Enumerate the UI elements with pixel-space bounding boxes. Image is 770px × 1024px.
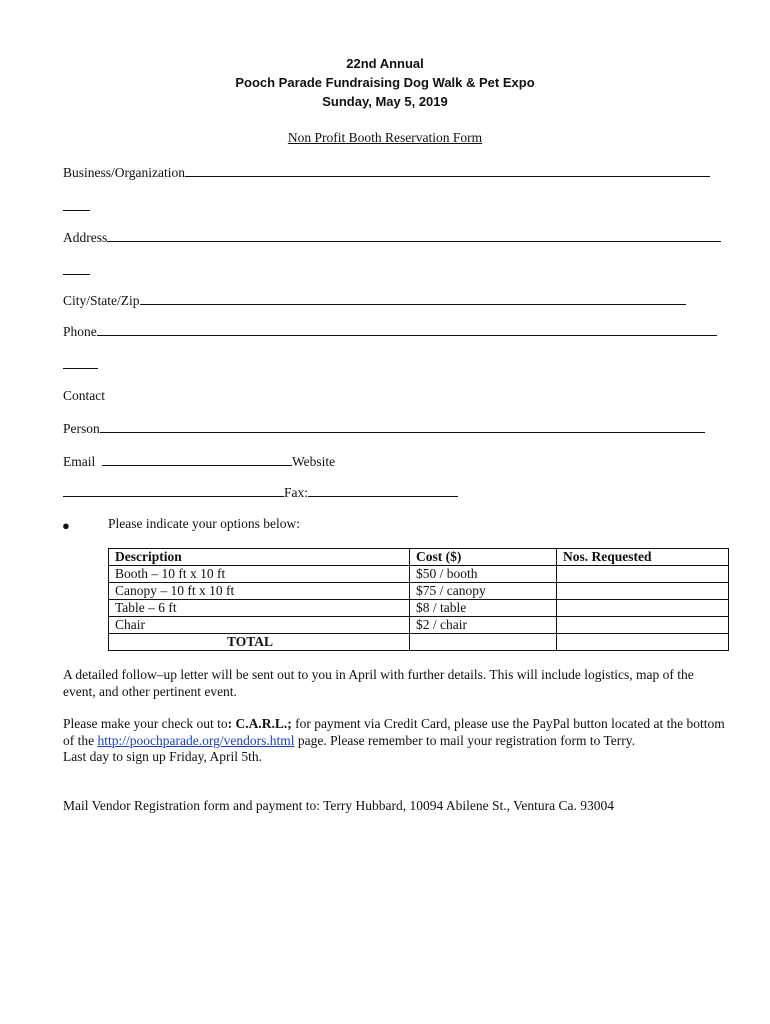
payee-name: C.A.R.L.;: [235, 716, 292, 731]
total-cost-cell[interactable]: [410, 634, 557, 651]
bullet-icon: ●: [62, 518, 70, 533]
payment-paragraph: [63, 716, 728, 766]
form-title: Non Profit Booth Reservation Form: [287, 130, 483, 145]
row-description: Canopy – 10 ft x 10 ft: [109, 583, 410, 600]
options-instruction: Please indicate your options below:: [108, 516, 300, 531]
header-nos-requested: Nos. Requested: [557, 549, 729, 566]
email-label: Email: [63, 454, 96, 469]
total-nos-cell[interactable]: [557, 634, 729, 651]
phone-blank[interactable]: [97, 323, 717, 336]
row-description: Chair: [109, 617, 410, 634]
total-row: [109, 634, 729, 651]
fax-label: Fax:: [284, 485, 309, 500]
table-row: [109, 583, 729, 600]
phone-field[interactable]: [63, 323, 717, 340]
row-cost: $50 / booth: [410, 566, 557, 583]
table-row: [109, 617, 729, 634]
email-blank[interactable]: [102, 453, 292, 466]
person-label: Person: [63, 421, 100, 436]
address-continuation[interactable]: [63, 262, 90, 279]
row-nos-input[interactable]: [557, 600, 729, 617]
website-label: Website: [292, 454, 336, 469]
phone-continuation[interactable]: [63, 356, 98, 373]
business-blank[interactable]: [185, 164, 710, 177]
row-cost: $8 / table: [410, 600, 557, 617]
header-description: Description: [109, 549, 410, 566]
website-fax-field[interactable]: [63, 484, 458, 501]
table-row: [109, 566, 729, 583]
fax-blank[interactable]: [308, 484, 458, 497]
payment-colon: :: [227, 716, 236, 731]
header-line-1: 22nd Annual: [346, 56, 424, 71]
city-label: City/State/Zip: [63, 293, 140, 308]
row-cost: $75 / canopy: [410, 583, 557, 600]
address-blank[interactable]: [107, 229, 721, 242]
business-label: Business/Organization: [63, 165, 185, 180]
address-blank-cont[interactable]: [63, 262, 90, 275]
contact-label: Contact: [63, 388, 105, 403]
table-header-row: [109, 549, 729, 566]
website-blank[interactable]: [63, 484, 284, 497]
header-cost: Cost ($): [410, 549, 557, 566]
person-field[interactable]: [63, 420, 705, 437]
row-nos-input[interactable]: [557, 583, 729, 600]
row-cost: $2 / chair: [410, 617, 557, 634]
business-continuation[interactable]: [63, 198, 90, 215]
payment-post: page. Please remember to mail your registration form to Terry.: [294, 732, 636, 748]
city-field[interactable]: [63, 292, 686, 309]
header-line-3: Sunday, May 5, 2019: [322, 94, 448, 109]
business-field[interactable]: [63, 164, 710, 181]
header-line-2: Pooch Parade Fundraising Dog Walk & Pet Expo: [235, 75, 535, 90]
address-field[interactable]: [63, 229, 721, 246]
payment-pre: Please make your check out to: [63, 716, 228, 731]
payment-mid: for payment via Credit Card, please use the PayPal button located at the bottom of the: [63, 716, 725, 748]
followup-paragraph: A detailed follow–up letter will be sent out to you in April with further details. This will include logistics, map of the event, and other pertinent event.: [63, 667, 694, 699]
row-nos-input[interactable]: [557, 566, 729, 583]
document-header: [0, 54, 770, 111]
row-description: Table – 6 ft: [109, 600, 410, 617]
email-website-field[interactable]: [63, 453, 335, 470]
row-description: Booth – 10 ft x 10 ft: [109, 566, 410, 583]
options-table: [108, 548, 729, 651]
city-blank[interactable]: [140, 292, 686, 305]
person-blank[interactable]: [100, 420, 705, 433]
table-row: [109, 600, 729, 617]
address-label: Address: [63, 230, 108, 245]
vendors-link[interactable]: http://poochparade.org/vendors.html: [97, 732, 295, 748]
business-blank-cont[interactable]: [63, 198, 90, 211]
total-label: TOTAL: [109, 634, 410, 651]
mail-line: Mail Vendor Registration form and payment to: Terry Hubbard, 10094 Abilene St., Ventura Ca. 93004: [63, 798, 614, 813]
row-nos-input[interactable]: [557, 617, 729, 634]
last-day-note: Last day to sign up Friday, April 5th.: [63, 749, 262, 764]
phone-blank-cont[interactable]: [63, 356, 98, 369]
phone-label: Phone: [63, 324, 97, 339]
